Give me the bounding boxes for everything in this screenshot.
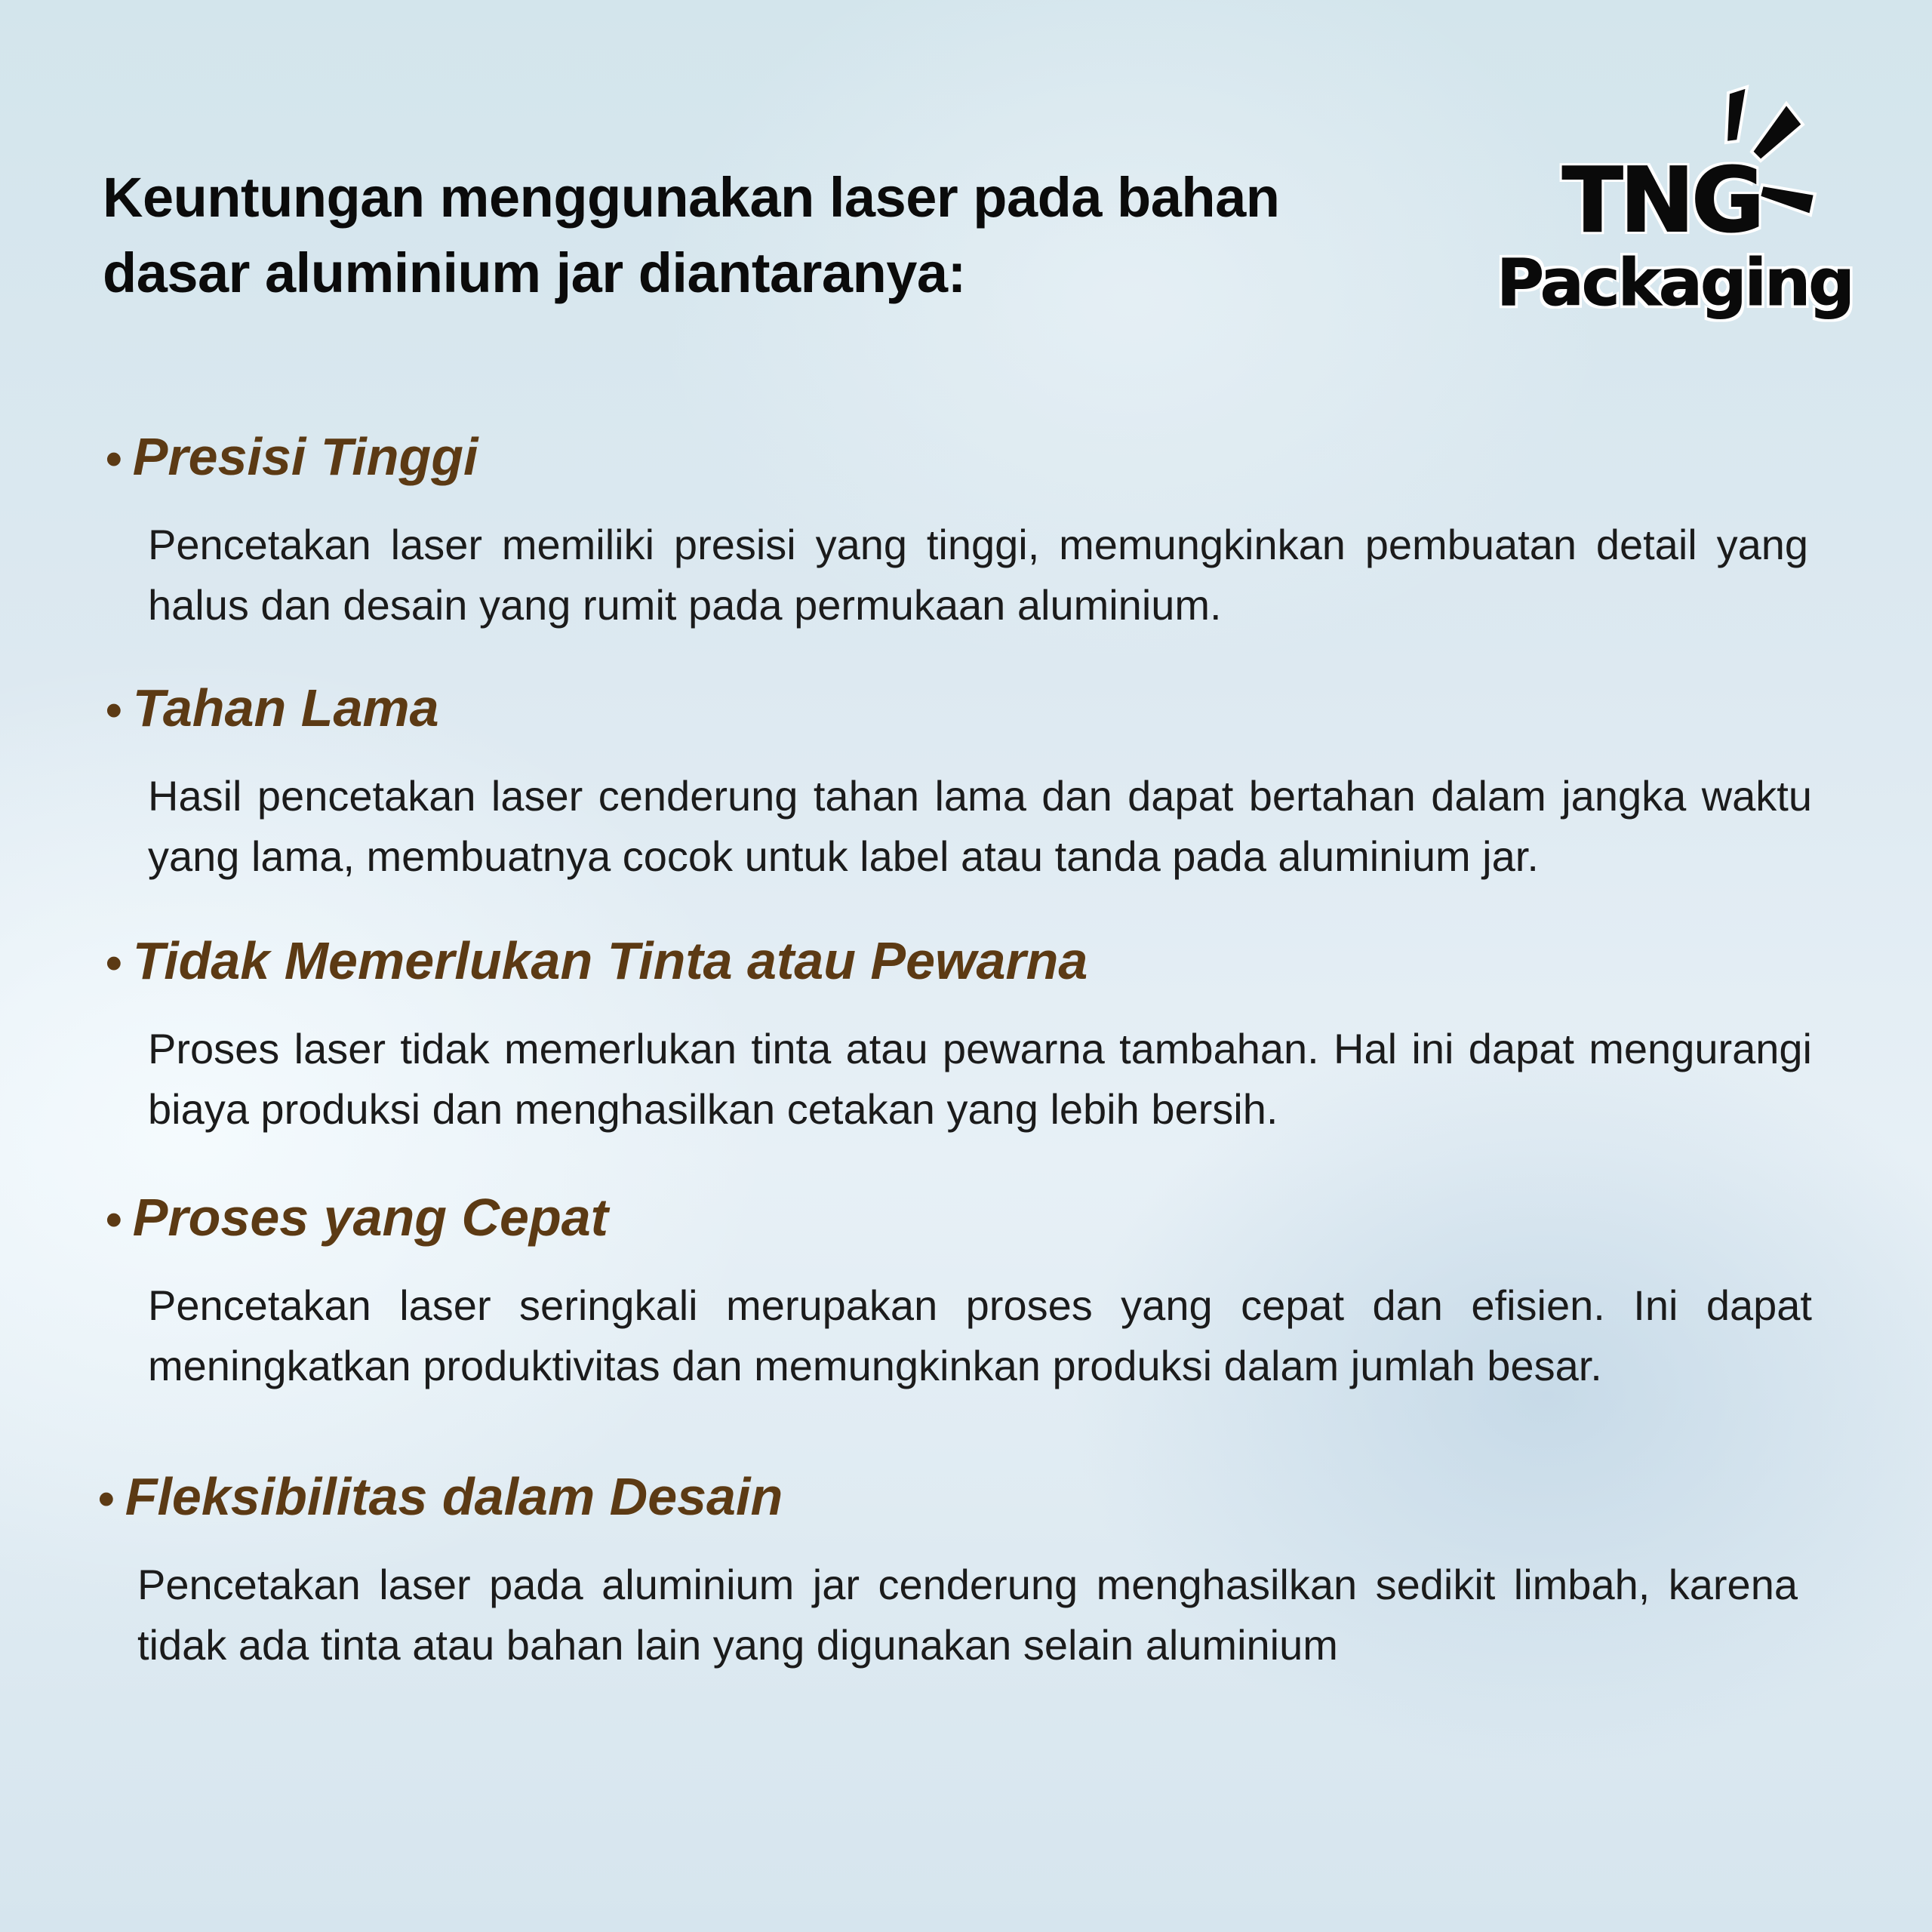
benefit-section — [106, 1183, 1812, 1396]
benefit-description: Pencetakan laser pada aluminium jar cenderung menghasilkan sedikit limbah, karena tidak ada tinta atau bahan lain yang digunakan selain aluminium — [137, 1561, 1798, 1669]
benefit-heading-text: Presisi Tinggi — [132, 427, 478, 486]
benefit-heading — [106, 674, 1812, 745]
logo-text-packaging: Packaging — [1497, 245, 1853, 321]
benefit-section — [98, 1463, 1798, 1675]
bullet: • — [98, 1473, 115, 1525]
benefit-heading — [106, 1183, 1812, 1254]
benefit-description: Pencetakan laser seringkali merupakan proses yang cepat dan efisien. Ini dapat meningkatkan produktivitas dan memungkinkan produksi dalam jumlah besar. — [148, 1281, 1812, 1389]
benefit-description: Hasil pencetakan laser cenderung tahan lama dan dapat bertahan dalam jangka waktu yang lama, membuatnya cocok untuk label atau tanda pada aluminium jar. — [148, 772, 1812, 880]
benefit-heading-text: Tidak Memerlukan Tinta atau Pewarna — [132, 931, 1088, 990]
bullet: • — [106, 1194, 122, 1246]
benefit-heading — [106, 927, 1812, 998]
page-title: Keuntungan menggunakan laser pada bahan dasar aluminium jar diantaranya: — [103, 166, 1280, 304]
brand-logo — [1491, 79, 1853, 351]
benefit-heading-text: Proses yang Cepat — [132, 1188, 608, 1247]
bullet: • — [106, 433, 122, 485]
benefit-section — [106, 674, 1812, 887]
benefit-heading — [98, 1463, 1798, 1534]
benefit-section — [106, 423, 1808, 635]
logo-text-tng: TNG — [1562, 148, 1762, 252]
bullet: • — [106, 937, 122, 989]
benefit-description: Proses laser tidak memerlukan tinta atau pewarna tambahan. Hal ini dapat mengurangi biaya produksi dan menghasilkan cetakan yang lebih bersih. — [148, 1025, 1812, 1133]
benefit-heading-text: Fleksibilitas dalam Desain — [125, 1467, 783, 1526]
benefit-heading-text: Tahan Lama — [132, 678, 439, 737]
bullet: • — [106, 685, 122, 737]
benefit-section — [106, 927, 1812, 1140]
benefit-heading — [106, 423, 1808, 494]
benefit-description: Pencetakan laser memiliki presisi yang tinggi, memungkinkan pembuatan detail yang halus dan desain yang rumit pada permukaan aluminium. — [148, 521, 1808, 629]
